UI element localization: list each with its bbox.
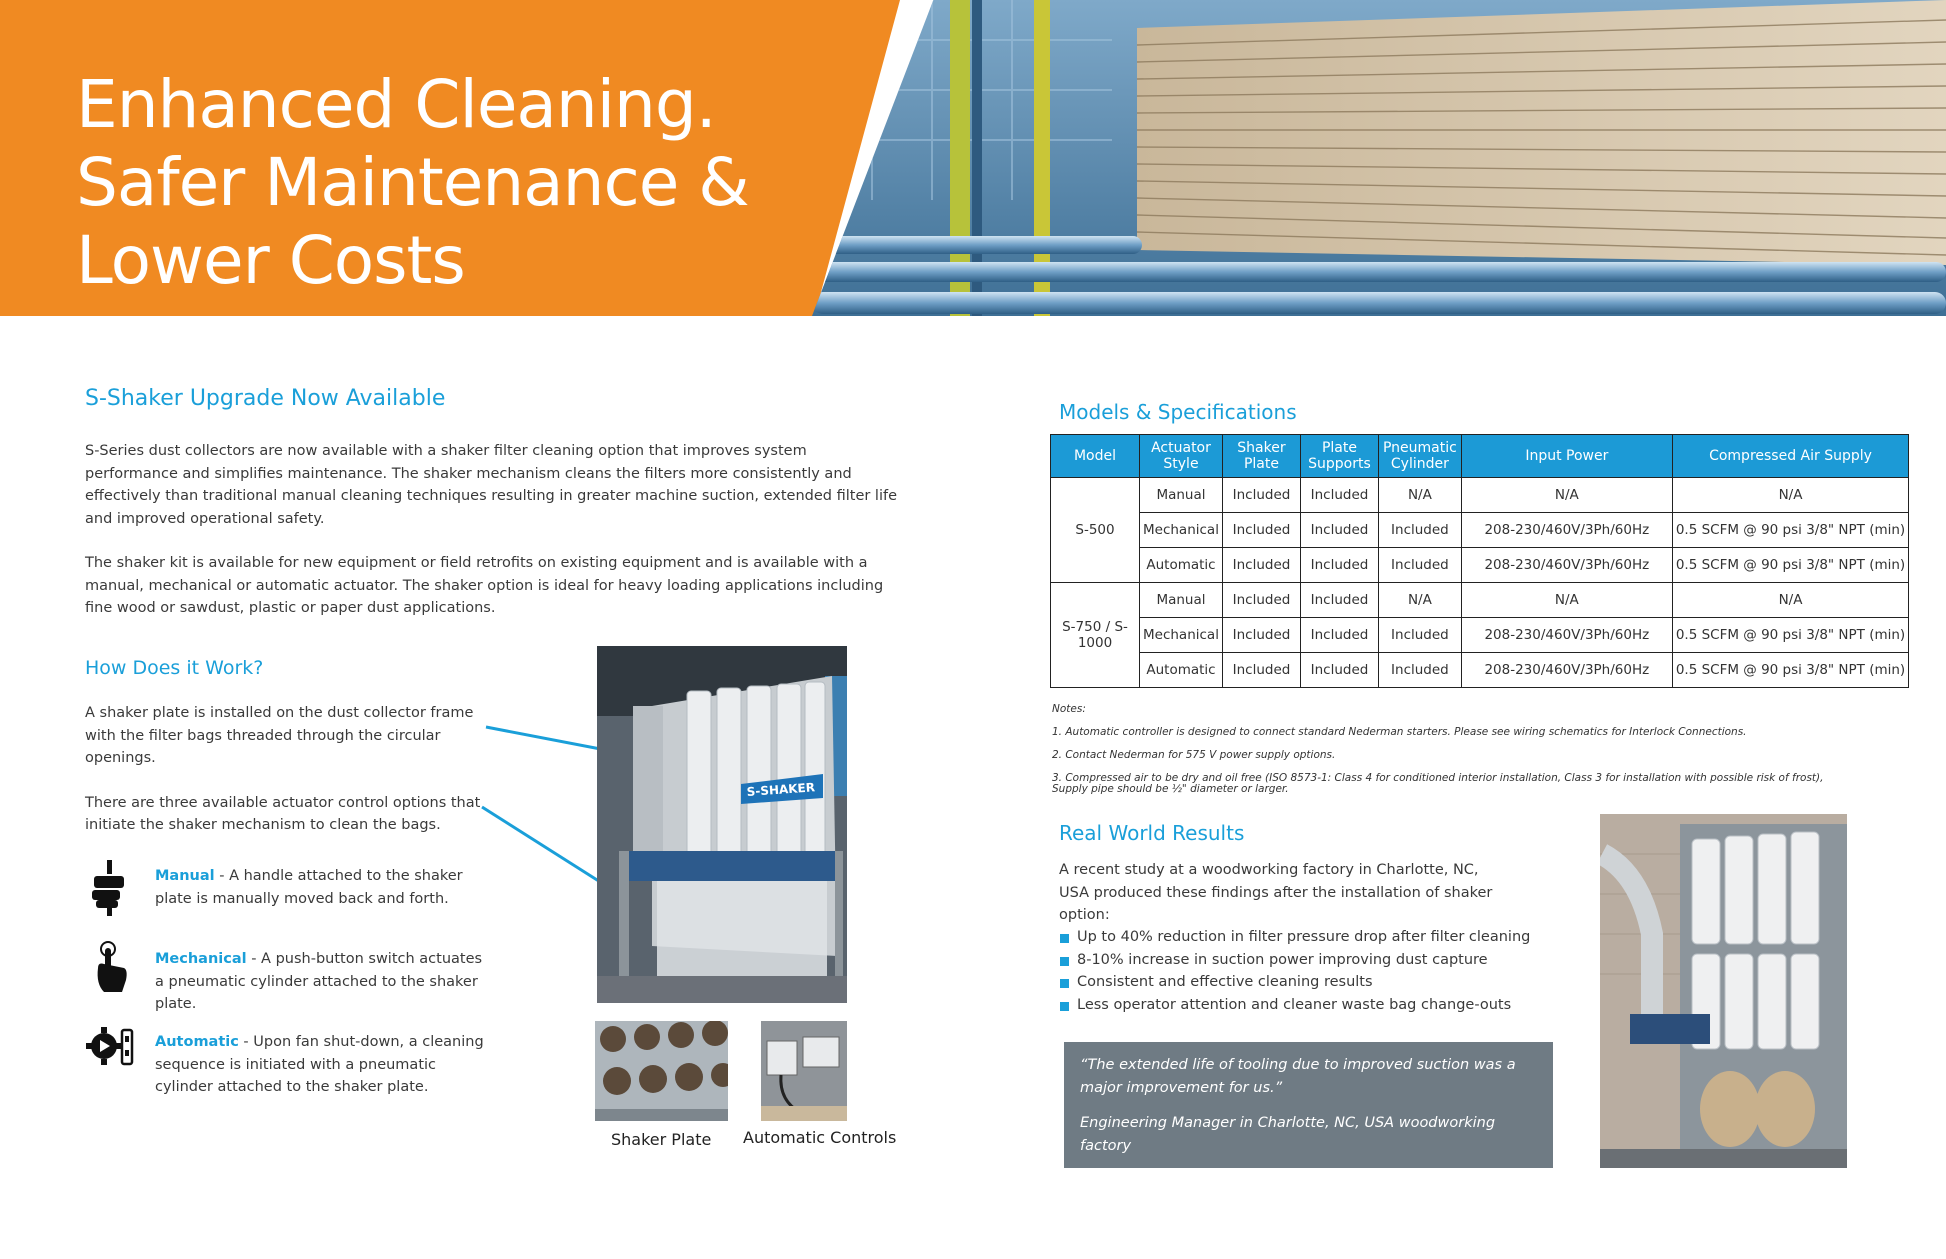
table-cell: Included [1222, 618, 1300, 653]
table-cell: Mechanical [1140, 618, 1223, 653]
s-shaker-sign-text: S-SHAKER [746, 780, 816, 799]
plywood-conveyor-illustration [812, 0, 1946, 316]
results-list [1059, 926, 1579, 1016]
col-header-actuator-style: Actuator Style [1140, 435, 1223, 478]
table-cell: 208-230/460V/3Ph/60Hz [1461, 618, 1672, 653]
actuator-mechanical-label: Mechanical [155, 951, 247, 967]
list-item: Up to 40% reduction in filter pressure drop after filter cleaning [1059, 926, 1579, 949]
header-photo-plywood-stack [812, 0, 1946, 316]
col-header-plate-supports: Plate Supports [1300, 435, 1378, 478]
hand-lever-icon [88, 860, 132, 916]
cell-model: S-500 [1051, 478, 1140, 583]
testimonial-quote: “The extended life of tooling due to improved suction was a major improvement for us.” [1080, 1057, 1516, 1096]
table-cell: Included [1222, 478, 1300, 513]
actuator-manual-description [155, 865, 485, 910]
table-cell: Included [1222, 583, 1300, 618]
table-row [1051, 653, 1909, 688]
push-button-icon [88, 940, 132, 996]
actuator-manual-label: Manual [155, 868, 215, 884]
note-2: 2. Contact Nederman for 575 V power supply options. [1052, 749, 1336, 761]
table-cell: Included [1300, 478, 1378, 513]
upgrade-paragraph-2: The shaker kit is available for new equipment or field retrofits on existing equipment and is available with a manual, mechanical or automatic actuator. The shaker option is ideal for heavy loading applications including fine wood or sawdust, plastic or paper dust applications. [85, 555, 884, 616]
actuator-automatic-text: - Upon fan shut-down, a cleaning sequence is initiated with a pneumatic cylinder attached to the shaker plate. [155, 1034, 484, 1095]
how-paragraph-1: A shaker plate is installed on the dust collector frame with the filter bags threaded through the circular openings. [85, 705, 474, 766]
table-cell: Included [1378, 653, 1461, 688]
col-header-shaker-plate: Shaker Plate [1222, 435, 1300, 478]
table-cell: Automatic [1140, 548, 1223, 583]
table-cell: Included [1300, 513, 1378, 548]
title-line-3: Lower Costs [76, 222, 465, 299]
caption-automatic-controls: Automatic Controls [743, 1128, 897, 1147]
col-header-pneumatic-cylinder: Pneumatic Cylinder [1378, 435, 1461, 478]
table-cell: Included [1300, 618, 1378, 653]
table-cell: Included [1378, 513, 1461, 548]
actuator-automatic-description [155, 1031, 485, 1099]
table-cell: N/A [1672, 583, 1908, 618]
upgrade-paragraph-1: S-Series dust collectors are now available with a shaker filter cleaning option that improves system performance and simplifies maintenance. The shaker mechanism cleans the filters more consistently and effectively than traditional manual cleaning techniques resulting in greater machine suction, extended filter life and improved operational safety. [85, 443, 898, 527]
upgrade-heading: S-Shaker Upgrade Now Available [85, 386, 446, 411]
testimonial-box [1064, 1042, 1553, 1168]
automation-gear-icon [86, 1022, 136, 1078]
table-cell: 208-230/460V/3Ph/60Hz [1461, 548, 1672, 583]
table-cell: Automatic [1140, 653, 1223, 688]
specifications-table [1050, 434, 1909, 688]
table-cell: Included [1300, 653, 1378, 688]
cell-model: S-750 / S-1000 [1051, 583, 1140, 688]
actuator-manual-text: - A handle attached to the shaker plate is manually moved back and forth. [155, 868, 463, 907]
automatic-icon-wrap [86, 1022, 136, 1083]
how-paragraph-2: There are three available actuator control options that initiate the shaker mechanism to clean the bags. [85, 794, 481, 833]
control-box-illustration [761, 1021, 847, 1121]
installed-collector-illustration [1600, 814, 1847, 1168]
s-shaker-product-photo [597, 646, 847, 1003]
mechanical-icon-wrap [88, 940, 132, 1001]
table-cell: 0.5 SCFM @ 90 psi 3/8" NPT (min) [1672, 618, 1908, 653]
col-header-compressed-air: Compressed Air Supply [1672, 435, 1908, 478]
table-cell: 208-230/460V/3Ph/60Hz [1461, 513, 1672, 548]
table-cell: N/A [1672, 478, 1908, 513]
caption-shaker-plate: Shaker Plate [611, 1130, 712, 1149]
table-cell: 208-230/460V/3Ph/60Hz [1461, 653, 1672, 688]
table-cell: N/A [1461, 478, 1672, 513]
actuator-mechanical-text: - A push-button switch actuates a pneumatic cylinder attached to the shaker plate. [155, 951, 483, 1012]
table-cell: Manual [1140, 583, 1223, 618]
shaker-plate-photo [595, 1021, 728, 1121]
table-cell: 0.5 SCFM @ 90 psi 3/8" NPT (min) [1672, 653, 1908, 688]
list-item: Consistent and effective cleaning results [1059, 971, 1579, 994]
table-row [1051, 548, 1909, 583]
note-3: 3. Compressed air to be dry and oil free (ISO 8573-1: Class 4 for conditioned interior installation, Class 3 for installation with possible risk of frost), Supply pipe should be ½" diameter or larger. [1052, 772, 1824, 795]
actuator-automatic-label: Automatic [155, 1034, 239, 1050]
upgrade-description [85, 440, 900, 642]
results-intro: A recent study at a woodworking factory in Charlotte, NC, USA produced these findings after the installation of shaker option: [1059, 862, 1493, 923]
table-cell: Mechanical [1140, 513, 1223, 548]
manual-icon-wrap [88, 860, 132, 921]
table-cell: Included [1300, 548, 1378, 583]
table-cell: N/A [1378, 583, 1461, 618]
callout-line-actuator [482, 807, 605, 885]
table-row [1051, 618, 1909, 653]
list-item: Less operator attention and cleaner waste bag change-outs [1059, 994, 1579, 1017]
page-title [76, 66, 816, 300]
table-cell: N/A [1461, 583, 1672, 618]
table-row [1051, 478, 1909, 513]
title-line-2: Safer Maintenance & [76, 144, 749, 221]
notes-title: Notes: [1052, 703, 1086, 715]
table-row [1051, 513, 1909, 548]
col-header-model: Model [1051, 435, 1140, 478]
table-cell: 0.5 SCFM @ 90 psi 3/8" NPT (min) [1672, 548, 1908, 583]
testimonial-attribution: Engineering Manager in Charlotte, NC, USA woodworking factory [1080, 1115, 1496, 1154]
table-cell: Included [1378, 548, 1461, 583]
specs-heading: Models & Specifications [1059, 400, 1297, 424]
table-cell: Included [1222, 653, 1300, 688]
results-heading: Real World Results [1059, 821, 1245, 845]
specs-notes [1052, 704, 1852, 795]
table-cell: 0.5 SCFM @ 90 psi 3/8" NPT (min) [1672, 513, 1908, 548]
table-header-row [1051, 435, 1909, 478]
table-cell: Included [1300, 583, 1378, 618]
table-cell: Included [1222, 548, 1300, 583]
table-cell: Manual [1140, 478, 1223, 513]
shaker-plate-illustration [595, 1021, 728, 1121]
col-header-input-power: Input Power [1461, 435, 1672, 478]
table-cell: N/A [1378, 478, 1461, 513]
table-row [1051, 583, 1909, 618]
actuator-mechanical-description [155, 948, 485, 1016]
how-heading: How Does it Work? [85, 657, 264, 679]
title-line-1: Enhanced Cleaning. [76, 66, 716, 143]
table-cell: Included [1378, 618, 1461, 653]
automatic-controls-photo [761, 1021, 847, 1121]
note-1: 1. Automatic controller is designed to connect standard Nederman starters. Please see wiring schematics for Interlock Connections. [1052, 726, 1747, 738]
list-item: 8-10% increase in suction power improving dust capture [1059, 949, 1579, 972]
table-cell: Included [1222, 513, 1300, 548]
installed-collector-photo [1600, 814, 1847, 1168]
dust-collector-illustration [597, 646, 847, 1003]
how-description [85, 702, 495, 859]
